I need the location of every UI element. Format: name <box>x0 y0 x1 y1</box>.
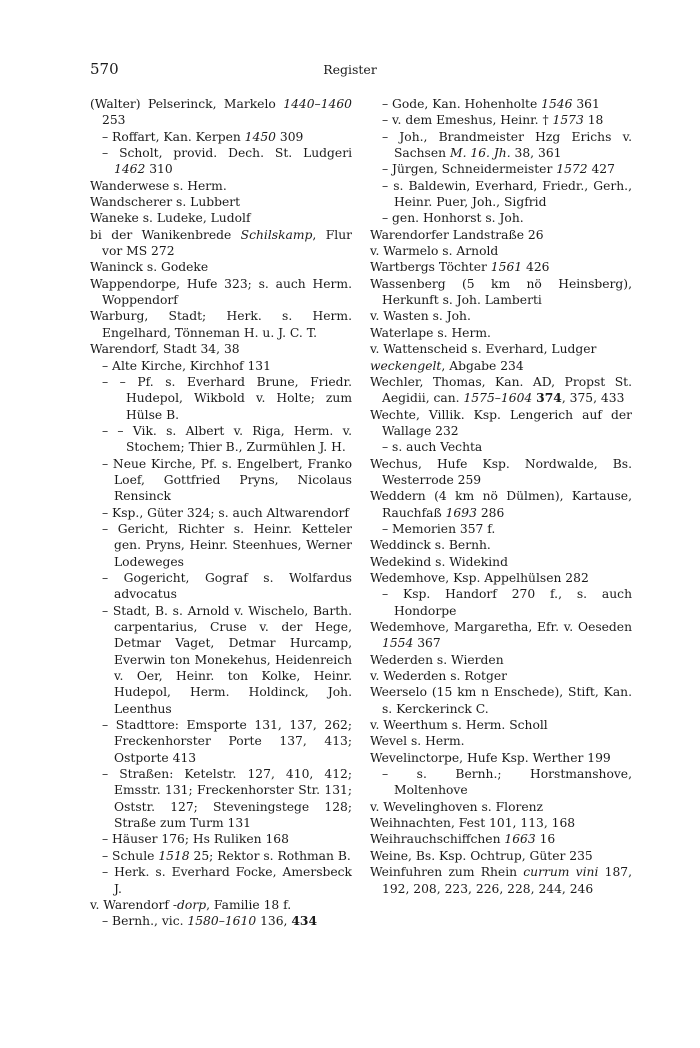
index-entry: (Walter) Pelserinck, Markelo 1440–1460 253 <box>90 97 352 128</box>
index-entry: – Gode, Kan. Hohenholte 1546 361 <box>382 97 600 111</box>
page-number: 570 <box>90 60 119 78</box>
index-entry: weckengelt, Abgabe 234 <box>370 358 524 373</box>
index-entry: – gen. Honhorst s. Joh. <box>382 211 524 226</box>
index-entry: – s. Baldewin, Everhard, Friedr., Gerh., Heinr. Puer, Joh., Sigfrid <box>382 178 632 210</box>
index-entry: Weihnachten, Fest 101, 113, 168 <box>370 816 576 831</box>
index-entry: v. Wederden s. Rotger <box>370 669 507 684</box>
index-entry: v. Warmelo s. Arnold <box>370 244 499 259</box>
index-entry: Wanderwese s. Herm. <box>90 178 227 193</box>
index-entry: Wevel s. Herm. <box>370 734 465 749</box>
index-entry: Weine, Bs. Ksp. Ochtrup, Güter 235 <box>370 848 593 863</box>
index-entry: Weerselo (15 km n Enschede), Stift, Kan. s. Kerckerinck C. <box>370 685 632 716</box>
index-entry: v. Warendorf -dorp, Familie 18 f. <box>90 897 292 912</box>
index-entry: bi der Wanikenbrede Schilskamp, Flur vor MS 272 <box>90 227 352 259</box>
index-entry: Weinfuhren zum Rhein currum vini 187, 192, 208, 223, 226, 228, 244, 246 <box>370 865 632 896</box>
index-entry: Weddern (4 km nö Dülmen), Kartause, Rauchfaß 1693 286 <box>370 489 632 520</box>
index-entry: Weihrauchschiffchen 1663 16 <box>370 832 556 847</box>
index-entry: Wartbergs Töchter 1561 426 <box>370 260 550 275</box>
index-entry: – Joh., Brandmeister Hzg Erichs v. Sachsen M. 16. Jh. 38, 361 <box>382 129 632 161</box>
index-entry: – Ksp., Güter 324; s. auch Altwarendorf <box>102 505 349 520</box>
index-entry: v. Wattenscheid s. Everhard, Ludger <box>370 342 597 357</box>
index-entry: – Scholt, provid. Dech. St. Ludgeri 1462 310 <box>102 146 352 177</box>
index-entry: Warburg, Stadt; Herk. s. Herm. Engelhard, Tönneman H. u. J. C. T. <box>90 309 352 340</box>
index-entry: – Gogericht, Gograf s. Wolfardus advocatus <box>102 570 352 602</box>
index-entry: Wedekind s. Widekind <box>370 554 508 569</box>
index-entry: Warendorfer Landstraße 26 <box>370 227 544 242</box>
index-entry: Waterlape s. Herm. <box>370 325 491 340</box>
index-entry: – Bernh., vic. 1580–1610 136, 434 <box>102 913 318 929</box>
index-column-right <box>370 96 632 897</box>
index-entry: – Stadttore: Emsporte 131, 137, 262; Freckenhorster Porte 137, 413; Ostporte 413 <box>102 718 352 765</box>
index-entry: – Alte Kirche, Kirchhof 131 <box>102 358 271 373</box>
index-entry: Wedemhove, Ksp. Appelhülsen 282 <box>370 570 589 585</box>
index-entry: v. Weerthum s. Herm. Scholl <box>370 718 548 733</box>
index-entry: Wedemhove, Margaretha, Efr. v. Oeseden 1554 367 <box>370 620 632 651</box>
index-column-left <box>90 96 352 930</box>
index-entry: – v. dem Emeshus, Heinr. † 1573 18 <box>382 113 604 128</box>
index-entry: – – Vik. s. Albert v. Riga, Herm. v. Stochem; Thier B., Zurmühlen J. H. <box>102 423 352 455</box>
index-entry: Wechler, Thomas, Kan. AD, Propst St. Aegidii, can. 1575–1604 374, 375, 433 <box>370 374 632 406</box>
index-entry: Wandscherer s. Lubbert <box>90 195 241 210</box>
index-entry: v. Wevelinghoven s. Florenz <box>370 799 544 814</box>
index-entry: – Herk. s. Everhard Focke, Amersbeck J. <box>102 865 352 896</box>
index-entry: – Roffart, Kan. Kerpen 1450 309 <box>102 129 304 144</box>
index-entry: – Neue Kirche, Pf. s. Engelbert, Franko Loef, Gottfried Pryns, Nicolaus Rensinck <box>102 456 352 504</box>
index-entry: Wechte, Villik. Ksp. Lengerich auf der Wallage 232 <box>370 407 632 438</box>
index-entry: – s. auch Vechta <box>382 440 483 455</box>
index-entry: Waneke s. Ludeke, Ludolf <box>90 211 251 226</box>
index-entry: – Memorien 357 f. <box>382 521 496 536</box>
index-entry: – Gericht, Richter s. Heinr. Ketteler gen. Pryns, Heinr. Steenhues, Werner Lodeweges <box>102 521 352 569</box>
index-entry: – Stadt, B. s. Arnold v. Wischelo, Barth. carpentarius, Cruse v. der Hege, Detmar Vaget, Detmar Hurcamp, Everwin ton Monekehus, Heidenreich v. Oer, Heinr. ton Kolke, Heinr. Hudepol, Herm. Holdinck, Joh. Leenthus <box>102 603 352 716</box>
index-entry: Weddinck s. Bernh. <box>370 538 491 553</box>
index-entry: Waninck s. Godeke <box>90 260 209 275</box>
index-entry: – s. Bernh.; Horstmanshove, Moltenhove <box>382 767 632 798</box>
index-entry: Wechus, Hufe Ksp. Nordwalde, Bs. Westerrode 259 <box>370 456 632 487</box>
index-entry: – Schule 1518 25; Rektor s. Rothman B. <box>102 848 351 863</box>
index-entry: Wederden s. Wierden <box>370 652 504 667</box>
index-entry: – Ksp. Handorf 270 f., s. auch Hondorpe <box>382 587 632 618</box>
index-entry: v. Wasten s. Joh. <box>370 309 471 324</box>
index-entry: – Häuser 176; Hs Ruliken 168 <box>102 832 289 847</box>
index-entry: – Straßen: Ketelstr. 127, 410, 412; Emsstr. 131; Freckenhorster Str. 131; Oststr. 127; Steveningstege 128; Straße zum Turm 131 <box>102 767 352 831</box>
index-entry: Wevelinctorpe, Hufe Ksp. Werther 199 <box>370 750 611 765</box>
index-entry: – Jürgen, Schneidermeister 1572 427 <box>382 162 615 177</box>
running-head: Register <box>323 62 377 77</box>
index-entry: Wassenberg (5 km nö Heinsberg), Herkunft s. Joh. Lamberti <box>370 276 632 308</box>
index-entry: Wappendorpe, Hufe 323; s. auch Herm. Woppendorf <box>90 276 352 308</box>
index-entry: Warendorf, Stadt 34, 38 <box>90 342 240 357</box>
index-entry: – – Pf. s. Everhard Brune, Friedr. Hudepol, Wikbold v. Holte; zum Hülse B. <box>102 374 352 422</box>
